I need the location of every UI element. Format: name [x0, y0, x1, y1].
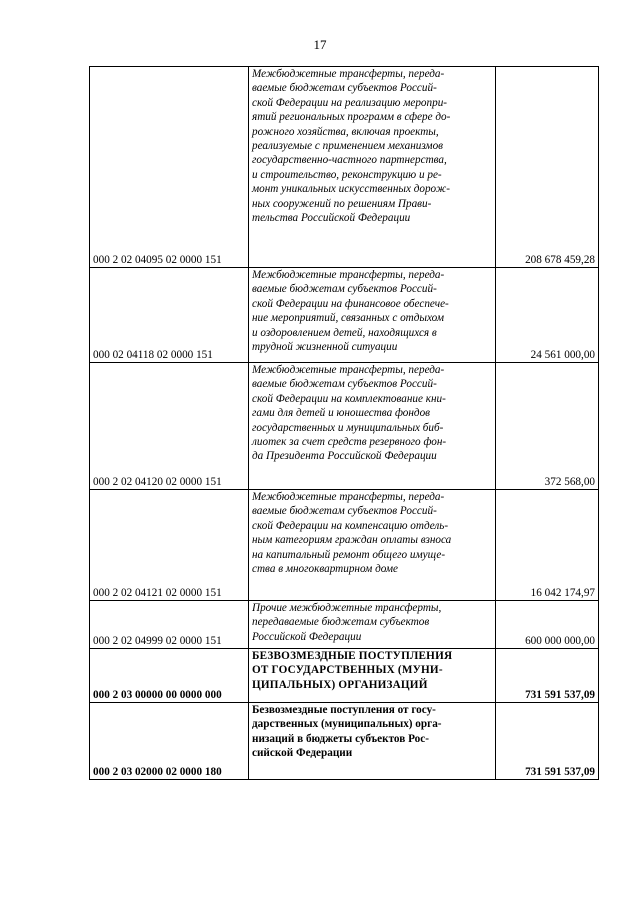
- amount-cell: 16 042 174,97: [496, 490, 599, 601]
- budget-code-cell: 000 02 04118 02 0000 151: [90, 268, 249, 363]
- revenue-name-line: реализуемые с применением механизмов: [252, 140, 444, 153]
- table-row: [90, 601, 599, 649]
- revenue-name-line: да Президента Российской Федерации: [252, 450, 437, 463]
- revenue-name-cell: [249, 703, 496, 780]
- revenue-name-line: и строительство, реконструкцию и ре-: [252, 168, 442, 181]
- budget-code-cell: 000 2 02 04121 02 0000 151: [90, 490, 249, 601]
- revenue-name-line: Межбюджетные трансферты, переда-: [252, 269, 445, 281]
- revenue-name-line: тельства Российской Федерации: [252, 212, 411, 225]
- revenue-name-cell: [249, 490, 496, 601]
- revenue-name-line: Безвозмездные поступления от госу-: [252, 704, 436, 716]
- table-row: [90, 703, 599, 780]
- revenue-name-line: рожного хозяйства, включая проекты,: [252, 125, 439, 138]
- revenue-name-line: Межбюджетные трансферты, переда-: [252, 364, 445, 376]
- revenue-name-line: гами для детей и юношества фондов: [252, 407, 431, 420]
- revenue-name-line: ваемые бюджетам субъектов Россий-: [252, 505, 437, 518]
- revenue-name-line: на капитальный ремонт общего имуще-: [252, 548, 446, 561]
- budget-table-body: [90, 67, 599, 780]
- revenue-name-line: ние мероприятий, связанных с отдыхом: [252, 312, 444, 325]
- budget-code-cell: 000 2 03 02000 02 0000 180: [90, 703, 249, 780]
- revenue-name-line: сийской Федерации: [252, 747, 353, 760]
- revenue-name-line: Межбюджетные трансферты, переда-: [252, 68, 445, 80]
- revenue-name-line: государственных и муниципальных биб-: [252, 421, 444, 434]
- revenue-name-line: ской Федерации на комплектование кни-: [252, 392, 446, 405]
- revenue-name-line: ваемые бюджетам субъектов Россий-: [252, 378, 437, 391]
- table-row: [90, 268, 599, 363]
- revenue-name-line: лиотек за счет средств резервного фон-: [252, 436, 447, 449]
- budget-table: [89, 66, 599, 780]
- revenue-name-line: ства в многоквартирном доме: [252, 563, 399, 576]
- revenue-name-line: Прочие межбюджетные трансферты,: [252, 602, 442, 614]
- revenue-name-line: ской Федерации на финансовое обеспече-: [252, 297, 449, 310]
- amount-cell: 208 678 459,28: [496, 67, 599, 268]
- revenue-name-line: передаваемые бюджетам субъектов: [252, 616, 430, 629]
- page-number: 17: [313, 37, 327, 52]
- table-row: [90, 67, 599, 268]
- revenue-name-cell: [249, 67, 496, 268]
- budget-code-cell: 000 2 02 04120 02 0000 151: [90, 363, 249, 490]
- revenue-name-line: и оздоровлением детей, находящихся в: [252, 326, 437, 339]
- revenue-name-cell: [249, 601, 496, 649]
- revenue-name-line: БЕЗВОЗМЕЗДНЫЕ ПОСТУПЛЕНИЯ: [252, 650, 453, 662]
- amount-cell: 24 561 000,00: [496, 268, 599, 363]
- revenue-name-line: ОТ ГОСУДАРСТВЕННЫХ (МУНИ-: [252, 664, 443, 677]
- revenue-name-line: трудной жизненной ситуации: [252, 341, 398, 354]
- revenue-name-line: ской Федерации на компенсацию отдель-: [252, 519, 449, 532]
- amount-cell: 731 591 537,09: [496, 703, 599, 780]
- revenue-name-line: ваемые бюджетам субъектов Россий-: [252, 283, 437, 296]
- revenue-name-line: государственно-частного партнерства,: [252, 154, 447, 167]
- revenue-name-cell: [249, 268, 496, 363]
- revenue-name-line: ЦИПАЛЬНЫХ) ОРГАНИЗАЦИЙ: [252, 678, 428, 691]
- budget-code-cell: 000 2 02 04095 02 0000 151: [90, 67, 249, 268]
- revenue-name-line: ятий региональных программ в сфере до-: [252, 111, 451, 124]
- revenue-name-line: Межбюджетные трансферты, переда-: [252, 491, 445, 503]
- revenue-name-line: ваемые бюджетам субъектов Россий-: [252, 82, 437, 95]
- amount-cell: 600 000 000,00: [496, 601, 599, 649]
- revenue-name-line: дарственных (муниципальных) орга-: [252, 718, 442, 731]
- revenue-name-line: ской Федерации на реализацию меропри-: [252, 96, 448, 109]
- revenue-name-line: низаций в бюджеты субъектов Рос-: [252, 732, 429, 745]
- revenue-name-line: Российской Федерации: [252, 630, 362, 643]
- table-row: [90, 363, 599, 490]
- amount-cell: 372 568,00: [496, 363, 599, 490]
- revenue-name-cell: [249, 363, 496, 490]
- revenue-name-line: ным категориям граждан оплаты взноса: [252, 534, 452, 547]
- revenue-name-cell: [249, 649, 496, 703]
- table-row: [90, 490, 599, 601]
- revenue-name-line: монт уникальных искусственных дорож-: [252, 183, 450, 196]
- budget-code-cell: 000 2 03 00000 00 0000 000: [90, 649, 249, 703]
- amount-cell: 731 591 537,09: [496, 649, 599, 703]
- revenue-name-line: ных сооружений по решениям Прави-: [252, 197, 432, 210]
- table-row: [90, 649, 599, 703]
- budget-code-cell: 000 2 02 04999 02 0000 151: [90, 601, 249, 649]
